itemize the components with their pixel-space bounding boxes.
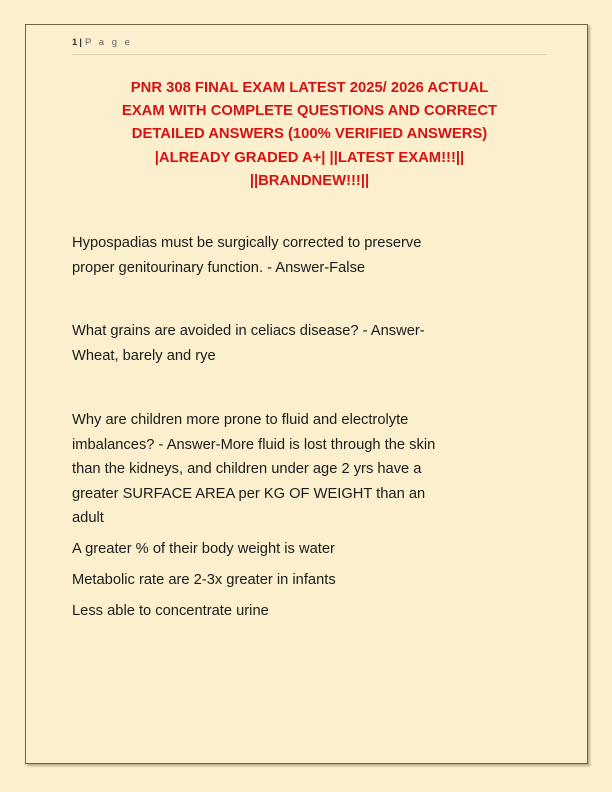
body-line: Less able to concentrate urine — [72, 603, 269, 620]
page-header-label: P a g e — [84, 37, 133, 48]
title-line: DETAILED ANSWERS (100% VERIFIED ANSWERS) — [131, 126, 488, 143]
answer-detail-paragraph — [72, 537, 547, 562]
body-line: Why are children more prone to fluid and electrolyte — [72, 412, 409, 429]
title-line: PNR 308 FINAL EXAM LATEST 2025/ 2026 ACTUAL — [130, 80, 489, 96]
body-line: What grains are avoided in celiacs disease? - Answer- — [72, 323, 425, 340]
body-line: greater SURFACE AREA per KG OF WEIGHT than an — [72, 485, 426, 502]
body-line: than the kidneys, and children under age 2 yrs have a — [72, 461, 422, 478]
title-line: ||BRANDNEW!!!|| — [249, 172, 370, 189]
body-line: proper genitourinary function. - Answer-False — [72, 259, 366, 276]
title-line: |ALREADY GRADED A+| ||LATEST EXAM!!!|| — [154, 149, 465, 166]
body-line: A greater % of their body weight is water — [72, 541, 335, 558]
document-title — [72, 77, 547, 193]
document-page — [25, 24, 588, 764]
title-line: EXAM WITH COMPLETE QUESTIONS AND CORRECT — [121, 103, 498, 120]
body-line: Wheat, barely and rye — [72, 347, 216, 364]
body-line: adult — [72, 510, 104, 527]
page-number: 1 — [72, 37, 78, 48]
page-header-separator: | — [79, 37, 82, 48]
qa-paragraph — [72, 408, 547, 531]
body-line: imbalances? - Answer-More fluid is lost through the skin — [72, 436, 436, 453]
answer-detail-paragraph — [72, 599, 547, 624]
body-line: Metabolic rate are 2-3x greater in infants — [72, 572, 336, 589]
page-header — [72, 37, 547, 55]
qa-paragraph — [72, 319, 547, 368]
answer-detail-paragraph — [72, 568, 547, 593]
body-line: Hypospadias must be surgically corrected to preserve — [72, 235, 422, 252]
document-body — [72, 231, 547, 624]
qa-paragraph — [72, 231, 547, 280]
